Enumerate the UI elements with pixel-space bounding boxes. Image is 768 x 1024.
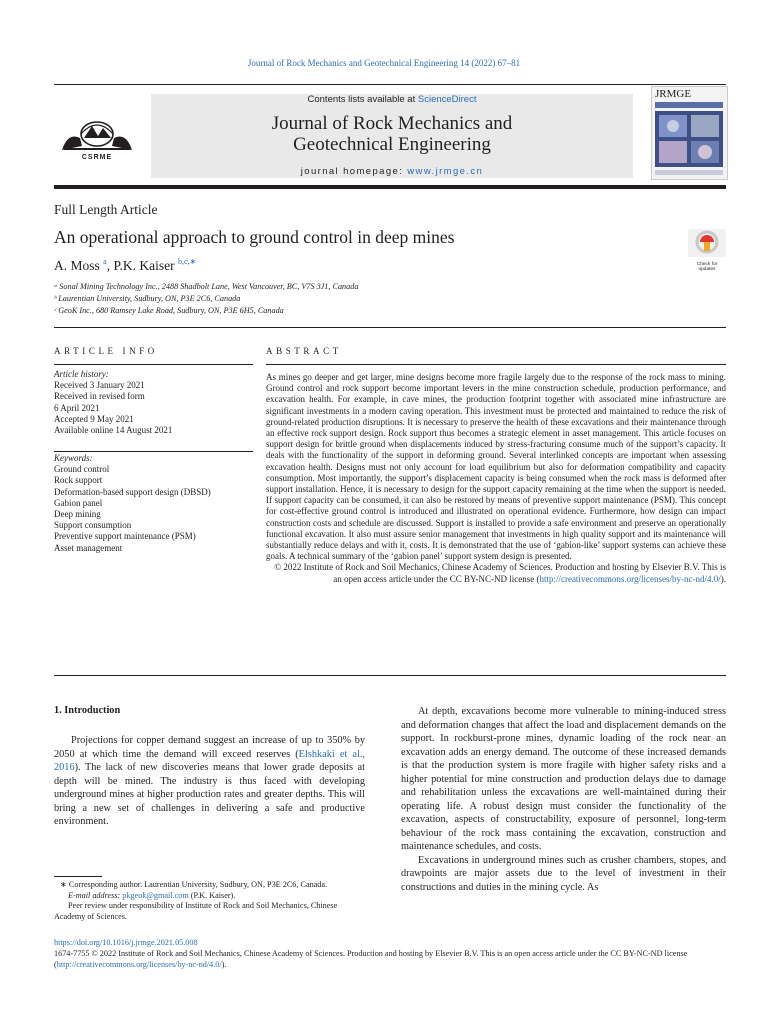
article-info-heading: ARTICLE INFO	[54, 346, 158, 356]
email-note	[54, 891, 365, 902]
article-type: Full Length Article	[54, 202, 158, 217]
issn-end: ).	[221, 959, 227, 969]
author-affil-sup[interactable]: a	[103, 257, 107, 266]
affiliation-c: ᶜ GeoK Inc., 680 Ramsey Lake Road, Sudbury, ON, P3E 6H5, Canada	[54, 306, 284, 315]
journal-reference[interactable]: Journal of Rock Mechanics and Geotechnical Engineering 14 (2022) 67–81	[247, 58, 521, 68]
license-link[interactable]: http://creativecommons.org/licenses/by-nc-nd/4.0/	[539, 573, 721, 584]
citation-link[interactable]: Elshkaki et al., 2016	[54, 748, 365, 773]
email-label: E-mail address:	[68, 890, 123, 900]
doi-link[interactable]: https://doi.org/10.1016/j.jrmge.2021.05.008	[54, 938, 198, 947]
author-name: P.K. Kaiser	[113, 258, 175, 273]
keyword-item: Rock support	[54, 475, 103, 486]
history-item: Received 3 January 2021	[54, 380, 145, 391]
article-title: An operational approach to ground control in deep mines	[54, 227, 455, 247]
check-updates-label	[688, 262, 726, 272]
affiliations-rule	[54, 327, 726, 328]
keywords-label: Keywords:	[54, 453, 93, 463]
intro-paragraph	[54, 734, 365, 829]
right-column	[401, 705, 726, 894]
article-history	[54, 369, 253, 436]
check-for-updates-badge[interactable]	[688, 229, 726, 272]
sciencedirect-link[interactable]: ScienceDirect	[417, 94, 477, 105]
abstract-end-rule	[54, 675, 726, 676]
header-bottom-rule	[54, 185, 726, 189]
peer-review-note: Peer review under responsibility of Institute of Rock and Soil Mechanics, Chinese Academy of Sciences.	[54, 901, 338, 921]
issn-license-line	[54, 949, 726, 970]
introduction-heading: 1. Introduction	[54, 705, 121, 716]
article-info-rule	[54, 364, 253, 365]
abstract-rule	[266, 364, 726, 365]
journal-title-line2: Geotechnical Engineering	[293, 134, 491, 155]
history-item: Available online 14 August 2021	[54, 425, 173, 436]
keyword-item: Gabion panel	[54, 497, 103, 508]
keywords	[54, 453, 253, 554]
keyword-item: Ground control	[54, 464, 110, 475]
keyword-item: Deep mining	[54, 509, 101, 520]
footnotes	[54, 880, 365, 922]
check-updates-line2: updates	[698, 267, 716, 272]
issn-text: 1674-7755 © 2022 Institute of Rock and Soil Mechanics, Chinese Academy of Sciences. Production and hosting by Elsevier B.V. This is an open access article under the CC BY-NC-ND license (	[54, 949, 688, 969]
abstract-copyright	[266, 562, 726, 584]
abstract-heading: ABSTRACT	[266, 346, 342, 356]
history-item: Received in revised form	[54, 391, 145, 402]
history-item: 6 April 2021	[54, 402, 100, 413]
footnote-rule	[54, 876, 102, 877]
history-item: Accepted 9 May 2021	[54, 413, 134, 424]
logo-text: CSRME	[81, 154, 113, 161]
intro-text: Projections for copper demand suggest an increase of up to 350% by 2050 at which time the demand will exceed reserves (	[54, 735, 365, 760]
check-updates-icon	[688, 229, 726, 257]
keyword-item: Asset management	[54, 542, 123, 553]
keyword-item: Preventive support maintenance (PSM)	[54, 531, 196, 542]
homepage-link[interactable]: www.jrmge.cn	[407, 166, 484, 177]
contents-prefix: Contents lists available at	[307, 94, 418, 105]
keyword-item: Deformation-based support design (DBSD)	[54, 486, 211, 497]
copyright-end: ).	[720, 573, 726, 584]
bottom-license-link[interactable]: http://creativecommons.org/licenses/by-nc-nd/4.0/	[56, 959, 222, 969]
header-top-rule	[54, 84, 726, 85]
csrme-logo	[54, 110, 140, 168]
cover-title: JRMGE	[655, 88, 692, 100]
check-updates-line1: Check for	[696, 262, 718, 267]
cover-footer	[655, 170, 723, 175]
intro-text: ). The lack of new discoveries means that lower grade deposits at depth will be mined. The industry is thus faced with developing underground mines at higher production rates and greater depths. This will bring a new set of challenges in delivering a safe and productive environment.	[54, 762, 365, 827]
journal-title-line1: Journal of Rock Mechanics and	[271, 113, 513, 134]
homepage-line	[151, 166, 633, 177]
cover-image-icon	[655, 111, 723, 167]
homepage-prefix: journal homepage:	[300, 166, 408, 177]
contents-line	[151, 94, 633, 105]
keyword-item: Support consumption	[54, 520, 132, 531]
abstract-body	[266, 372, 726, 585]
affiliation-a: ᵃ Sonal Mining Technology Inc., 2488 Shadbolt Lane, West Vancouver, BC, V7S 3J1, Canada	[54, 282, 359, 291]
authors	[54, 258, 196, 274]
email-suffix: (P.K. Kaiser).	[188, 890, 236, 900]
keywords-rule	[54, 451, 253, 452]
author-name: A. Moss	[54, 258, 100, 273]
body-paragraph: Excavations in underground mines such as crusher chambers, stopes, and drawpoints are major assets due to the level of investment in their constructions and duties in the mining cycle. As	[401, 854, 726, 893]
email-link[interactable]: pkgeok@gmail.com	[122, 890, 189, 900]
author-separator: ,	[106, 258, 114, 273]
journal-cover-thumbnail[interactable]	[651, 86, 728, 180]
corresponding-author-note: ∗ Corresponding author. Laurentian University, Sudbury, ON, P3E 2C6, Canada.	[60, 880, 328, 889]
journal-title	[151, 113, 633, 155]
abstract-text: As mines go deeper and get larger, mine designs become more fragile largely due to the response of the rock mass to mining. Ground control and rock support become important levers in the mine construction schedule, production performance, and excavation health. For example, in cave mines, the production footprint together with associated mine infrastructure are significant investments in a modern caving operation. This investment must be protected and maintained to reduce the risk of ground-related production disruptions. It is necessary to preserve the health of these excavations and their maintenance through an effective rock support design. Rock support thus becomes a strategic element in asset management. This article focuses on support design for brittle ground when displacements induced by stress-fracturing consume much of the support’s capacity. It deals with the functionality of the support in deforming ground. Several interlinked concepts are important when assessing excavation health. Designs must not only account for load equilibrium but also for deformation compatibility and capacity consumption. Most importantly, the support’s displacement capacity is being consumed when the rock mass is deformed after support installation. Hence, it is necessary to design for the support capacity remaining at the time when the support is needed. If support capacity can be consumed, it can also be restored by means of preventive support maintenance (PSM). This concept for cost-effective ground control is introduced and illustrated on operational evidence. Furthermore, how design can impact construction costs and schedule are discussed. Support is installed to provide a safe environment and preserve an operationally functional excavation. It also must assure senior management that investments in high quality support and its maintenance will substantially reduce delays and with it, costs. It is demonstrated that the use of ‘gabion-like’ support systems can achieve these goals. A technical summary of the ‘gabion panel’ support system design is presented.	[266, 372, 726, 562]
cover-band	[655, 102, 723, 108]
author-affil-sup[interactable]: b,c,∗	[177, 257, 197, 266]
copyright-text: © 2022 Institute of Rock and Soil Mechanics, Chinese Academy of Sciences. Production and hosting by Elsevier B.V. This is an open access article under the CC BY-NC-ND license (	[274, 562, 726, 584]
body-paragraph: At depth, excavations become more vulnerable to mining-induced stress and deformation changes that affect the load and displacement demands on the support. In rockburst-prone mines, dynamic loading of the rock near an excavation adds an energy demand. The outcome of these increased demands is that the production system is more fragile with higher safety risks and a higher potential for mine construction and production delays due to damage and rehabilitation unless the excavations are well-maintained during their operating life. A robust design must consider the functionality of the excavation, aspects of constructability, exposure of personnel, long-term behaviour of the rock mass containing the excavation, construction and maintenance schedules, and costs.	[401, 706, 726, 852]
affiliation-b: ᵇ Laurentian University, Sudbury, ON, P3E 2C6, Canada	[54, 294, 241, 303]
history-label: Article history:	[54, 369, 109, 379]
